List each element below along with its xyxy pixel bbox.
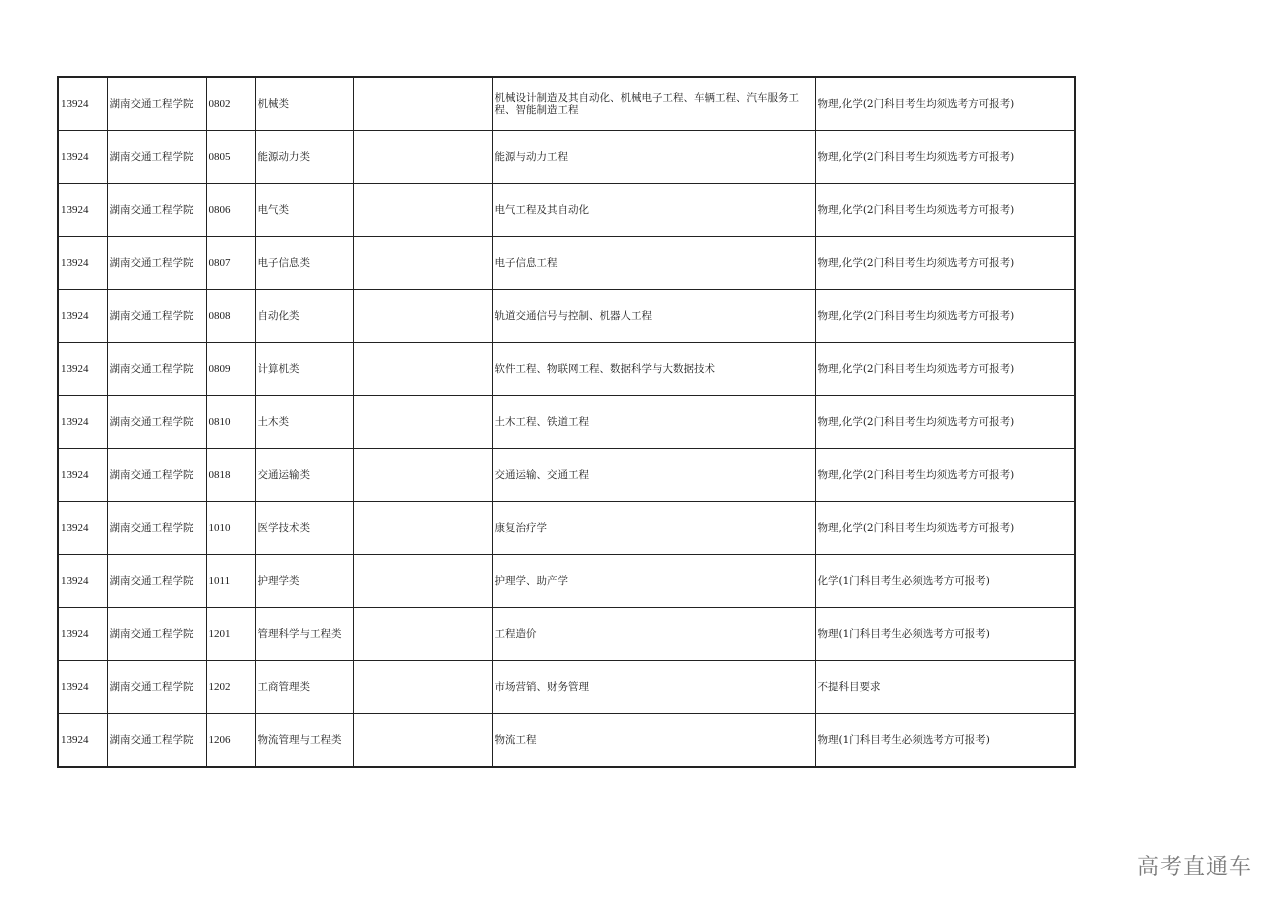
school-code-cell: 13924: [58, 131, 107, 184]
group-code-cell: 0807: [206, 237, 255, 290]
school-name-cell: 湖南交通工程学院: [107, 237, 206, 290]
group-code-cell: 0818: [206, 449, 255, 502]
note-cell: [353, 396, 492, 449]
majors-cell: 能源与动力工程: [492, 131, 815, 184]
majors-cell: 电气工程及其自动化: [492, 184, 815, 237]
school-name-cell: 湖南交通工程学院: [107, 449, 206, 502]
requirement-cell: 物理,化学(2门科目考生均须选考方可报考): [815, 184, 1075, 237]
watermark-text: 高考直通车: [1136, 855, 1252, 880]
table-row: [58, 449, 1075, 502]
table-row: [58, 661, 1075, 714]
table-row: [58, 714, 1075, 768]
school-name-cell: 湖南交通工程学院: [107, 184, 206, 237]
majors-cell: 轨道交通信号与控制、机器人工程: [492, 290, 815, 343]
table-row: [58, 77, 1075, 131]
category-cell: 交通运输类: [255, 449, 353, 502]
school-code-cell: 13924: [58, 555, 107, 608]
table-body: [58, 77, 1075, 767]
school-code-cell: 13924: [58, 661, 107, 714]
requirement-cell: 物理,化学(2门科目考生均须选考方可报考): [815, 343, 1075, 396]
group-code-cell: 0808: [206, 290, 255, 343]
school-code-cell: 13924: [58, 449, 107, 502]
note-cell: [353, 661, 492, 714]
group-code-cell: 1202: [206, 661, 255, 714]
note-cell: [353, 77, 492, 131]
category-cell: 自动化类: [255, 290, 353, 343]
requirements-table: [57, 76, 1076, 768]
majors-cell: 护理学、助产学: [492, 555, 815, 608]
majors-cell: 康复治疗学: [492, 502, 815, 555]
table-row: [58, 343, 1075, 396]
requirement-cell: 物理,化学(2门科目考生均须选考方可报考): [815, 396, 1075, 449]
table-row: [58, 184, 1075, 237]
school-code-cell: 13924: [58, 502, 107, 555]
majors-cell: 交通运输、交通工程: [492, 449, 815, 502]
note-cell: [353, 343, 492, 396]
category-cell: 电气类: [255, 184, 353, 237]
category-cell: 管理科学与工程类: [255, 608, 353, 661]
note-cell: [353, 237, 492, 290]
requirement-cell: 物理,化学(2门科目考生均须选考方可报考): [815, 131, 1075, 184]
group-code-cell: 0806: [206, 184, 255, 237]
category-cell: 护理学类: [255, 555, 353, 608]
requirement-cell: 物理,化学(2门科目考生均须选考方可报考): [815, 237, 1075, 290]
table-row: [58, 502, 1075, 555]
school-name-cell: 湖南交通工程学院: [107, 502, 206, 555]
category-cell: 土木类: [255, 396, 353, 449]
note-cell: [353, 608, 492, 661]
school-code-cell: 13924: [58, 396, 107, 449]
group-code-cell: 0809: [206, 343, 255, 396]
table-row: [58, 555, 1075, 608]
category-cell: 能源动力类: [255, 131, 353, 184]
requirement-cell: 物理,化学(2门科目考生均须选考方可报考): [815, 290, 1075, 343]
table-row: [58, 131, 1075, 184]
category-cell: 医学技术类: [255, 502, 353, 555]
majors-cell: 工程造价: [492, 608, 815, 661]
category-cell: 机械类: [255, 77, 353, 131]
school-code-cell: 13924: [58, 237, 107, 290]
note-cell: [353, 555, 492, 608]
note-cell: [353, 184, 492, 237]
group-code-cell: 0810: [206, 396, 255, 449]
school-code-cell: 13924: [58, 184, 107, 237]
group-code-cell: 0805: [206, 131, 255, 184]
school-code-cell: 13924: [58, 714, 107, 768]
table-row: [58, 608, 1075, 661]
requirement-cell: 物理,化学(2门科目考生均须选考方可报考): [815, 502, 1075, 555]
group-code-cell: 1010: [206, 502, 255, 555]
school-name-cell: 湖南交通工程学院: [107, 555, 206, 608]
note-cell: [353, 290, 492, 343]
requirement-cell: 物理,化学(2门科目考生均须选考方可报考): [815, 77, 1075, 131]
requirement-cell: 化学(1门科目考生必须选考方可报考): [815, 555, 1075, 608]
table-row: [58, 396, 1075, 449]
note-cell: [353, 502, 492, 555]
school-name-cell: 湖南交通工程学院: [107, 343, 206, 396]
school-name-cell: 湖南交通工程学院: [107, 608, 206, 661]
school-name-cell: 湖南交通工程学院: [107, 131, 206, 184]
school-name-cell: 湖南交通工程学院: [107, 661, 206, 714]
majors-cell: 机械设计制造及其自动化、机械电子工程、车辆工程、汽车服务工程、智能制造工程: [492, 77, 815, 131]
requirement-cell: 物理(1门科目考生必须选考方可报考): [815, 714, 1075, 768]
school-name-cell: 湖南交通工程学院: [107, 396, 206, 449]
majors-cell: 软件工程、物联网工程、数据科学与大数据技术: [492, 343, 815, 396]
requirement-cell: 不提科目要求: [815, 661, 1075, 714]
group-code-cell: 1206: [206, 714, 255, 768]
school-code-cell: 13924: [58, 290, 107, 343]
school-code-cell: 13924: [58, 608, 107, 661]
note-cell: [353, 131, 492, 184]
table-row: [58, 237, 1075, 290]
group-code-cell: 0802: [206, 77, 255, 131]
note-cell: [353, 449, 492, 502]
note-cell: [353, 714, 492, 768]
table-row: [58, 290, 1075, 343]
category-cell: 电子信息类: [255, 237, 353, 290]
category-cell: 计算机类: [255, 343, 353, 396]
category-cell: 物流管理与工程类: [255, 714, 353, 768]
school-name-cell: 湖南交通工程学院: [107, 290, 206, 343]
majors-cell: 土木工程、铁道工程: [492, 396, 815, 449]
majors-cell: 电子信息工程: [492, 237, 815, 290]
school-code-cell: 13924: [58, 77, 107, 131]
group-code-cell: 1011: [206, 555, 255, 608]
majors-cell: 物流工程: [492, 714, 815, 768]
requirement-cell: 物理,化学(2门科目考生均须选考方可报考): [815, 449, 1075, 502]
school-code-cell: 13924: [58, 343, 107, 396]
majors-cell: 市场营销、财务管理: [492, 661, 815, 714]
group-code-cell: 1201: [206, 608, 255, 661]
school-name-cell: 湖南交通工程学院: [107, 77, 206, 131]
category-cell: 工商管理类: [255, 661, 353, 714]
requirement-cell: 物理(1门科目考生必须选考方可报考): [815, 608, 1075, 661]
school-name-cell: 湖南交通工程学院: [107, 714, 206, 768]
